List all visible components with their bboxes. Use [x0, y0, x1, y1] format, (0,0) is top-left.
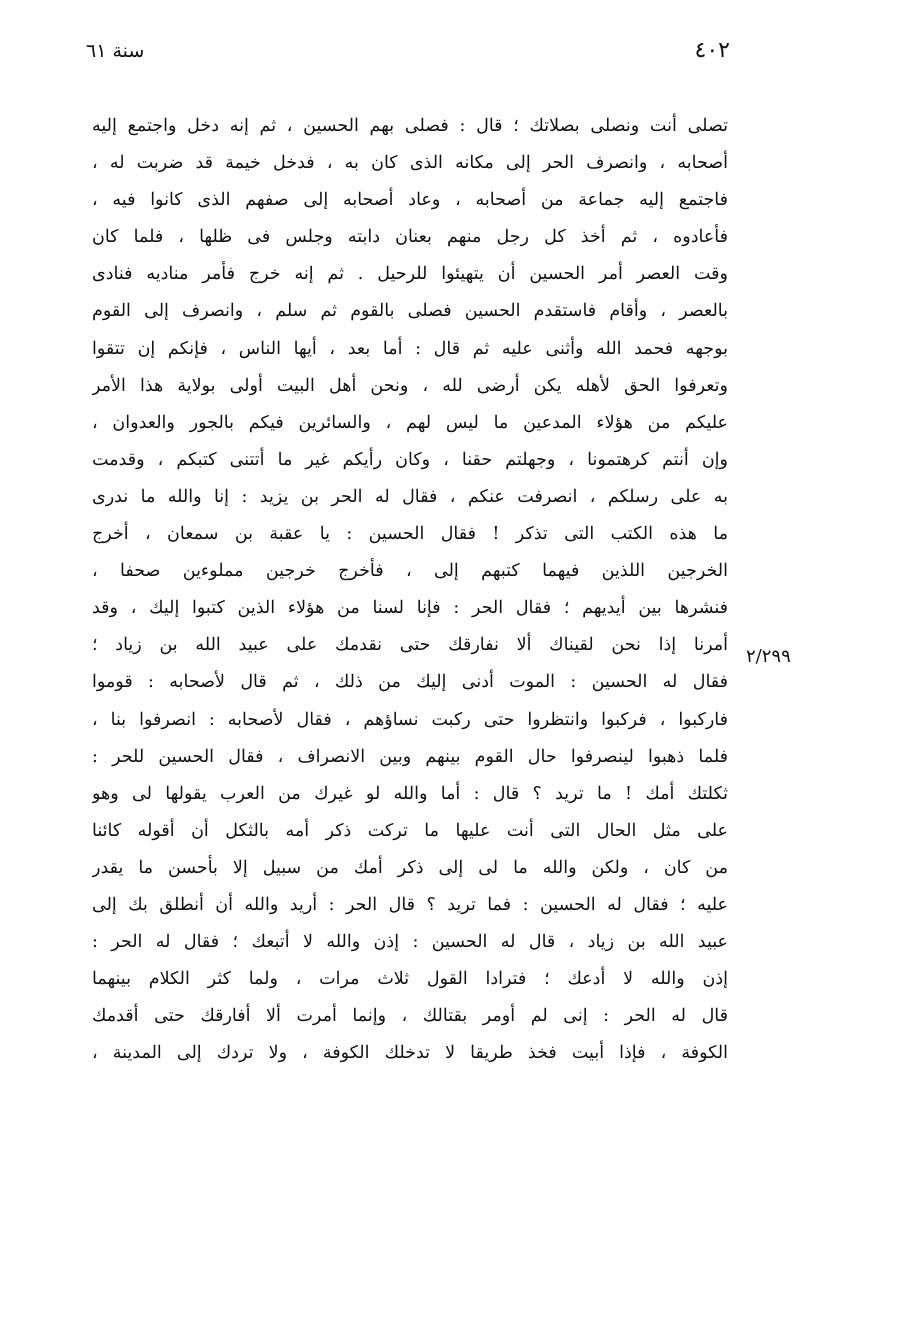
text-line: فاركبوا ، فركبوا وانتظروا حتى ركبت نساؤهم ، فقال لأصحابه : انصرفوا بنا ، [92, 709, 728, 730]
text-line: فقال له الحسين : الموت أدنى إليك من ذلك ، ثم قال لأصحابه : قوموا [92, 672, 728, 693]
text-line: أصحابه ، وانصرف الحر إلى مكانه الذى كان به ، فدخل خيمة قد ضربت له ، [92, 153, 728, 174]
text-line: إذن والله لا أدعك ؛ فترادا القول ثلاث مرات ، ولما كثر الكلام بينهما [92, 969, 728, 990]
text-line: الخرجين اللذين فيهما كتبهم إلى ، فأخرج خرجين مملوءين صحفا ، [92, 561, 728, 582]
text-line: فأعادوه ، ثم أخذ كل رجل منهم بعنان دابته وجلس فى ظلها ، فلما كان [92, 227, 728, 248]
text-line: فاجتمع إليه جماعة من أصحابه ، وعاد أصحابه إلى صفهم الذى كانوا فيه ، [92, 190, 728, 211]
text-line: فنشرها بين أيديهم ؛ فقال الحر : فإنا لسنا من هؤلاء الذين كتبوا إليك ، وقد [92, 598, 728, 619]
text-line: بوجهه فحمد الله وأثنى عليه ثم قال : أما بعد ، أيها الناس ، فإنكم إن تتقوا [92, 338, 728, 359]
text-line: أمرنا إذا نحن لقيناك ألا نفارقك حتى نقدمك على عبيد الله بن زياد ؛ [92, 635, 728, 656]
text-line: بالعصر ، وأقام فاستقدم الحسين فصلى بالقوم ثم سلم ، وانصرف إلى القوم [92, 301, 728, 322]
page-number: ٤٠٢ [694, 38, 730, 63]
text-line: عليه ؛ فقال له الحسين : فما تريد ؟ قال الحر : أريد والله أن أنطلق بك إلى [92, 894, 728, 915]
text-line: عبيد الله بن زياد ، قال له الحسين : إذن والله لا أتبعك ؛ فقال له الحر : [92, 932, 728, 953]
margin-reference: ٢/٢٩٩ [746, 646, 791, 667]
text-line: وتعرفوا الحق لأهله يكن أرضى لله ، ونحن أهل البيت أولى بولاية هذا الأمر [92, 375, 728, 396]
text-line: الكوفة ، فإذا أبيت فخذ طريقا لا تدخلك الكوفة ، ولا تردك إلى المدينة ، [92, 1043, 728, 1064]
text-line: على مثل الحال التى أنت عليها ما تركت ذكر أمه بالثكل أن أقوله كائنا [92, 820, 728, 841]
text-line: فلما ذهبوا لينصرفوا حال القوم بينهم وبين الانصراف ، فقال الحسين للحر : [92, 746, 728, 767]
text-line: عليكم من هؤلاء المدعين ما ليس لهم ، والسائرين فيكم بالجور والعدوان ، [92, 412, 728, 433]
text-line: ما هذه الكتب التى تذكر ! فقال الحسين : يا عقبة بن سمعان ، أخرج [92, 524, 728, 545]
text-line: وإن أنتم كرهتمونا ، وجهلتم حقنا ، وكان رأيكم غير ما أتتنى كتبكم ، وقدمت [92, 449, 728, 470]
text-line: ثكلتك أمك ! ما تريد ؟ قال : أما والله لو غيرك من العرب يقولها لى وهو [92, 783, 728, 804]
text-line: به على رسلكم ، انصرفت عنكم ، فقال له الحر بن يزيد : إنا والله ما ندرى [92, 486, 728, 507]
text-line: قال له الحر : إنى لم أومر بقتالك ، وإنما أمرت ألا أفارقك حتى أقدمك [92, 1006, 728, 1027]
text-line: تصلى أنت ونصلى بصلاتك ؛ قال : فصلى بهم الحسين ، ثم إنه دخل واجتمع إليه [92, 116, 728, 136]
running-header-year: سنة ٦١ [86, 40, 145, 62]
text-line: من كان ، ولكن والله ما لى إلى ذكر أمك من سبيل إلا بأحسن ما يقدر [92, 857, 728, 878]
text-line: وقت العصر أمر الحسين أن يتهيئوا للرحيل . ثم إنه خرج فأمر مناديه فنادى [92, 264, 728, 285]
body-text [92, 108, 728, 1072]
